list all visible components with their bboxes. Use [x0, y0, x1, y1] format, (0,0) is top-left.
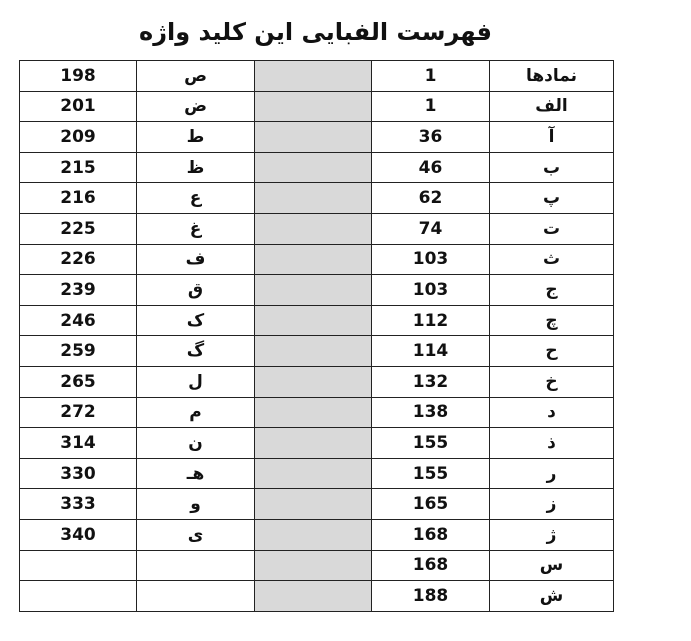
- letter-cell: ت: [490, 213, 614, 244]
- page-number-cell: 168: [372, 519, 490, 550]
- letter-cell: ژ: [490, 519, 614, 550]
- letter-cell: نمادها: [490, 61, 614, 92]
- alphabetical-index-table: [19, 60, 614, 612]
- page-number-cell: 165: [372, 489, 490, 520]
- spacer-cell: [255, 122, 372, 153]
- page-number-cell: 330: [20, 458, 137, 489]
- page-number-cell: 239: [20, 275, 137, 306]
- letter-cell: آ: [490, 122, 614, 153]
- table-row: [20, 91, 614, 122]
- spacer-cell: [255, 183, 372, 214]
- table-row: [20, 458, 614, 489]
- spacer-cell: [255, 366, 372, 397]
- table-row: [20, 366, 614, 397]
- page-number-cell: 103: [372, 244, 490, 275]
- letter-cell: [137, 581, 255, 612]
- spacer-cell: [255, 152, 372, 183]
- letter-cell: ع: [137, 183, 255, 214]
- letter-cell: ن: [137, 428, 255, 459]
- table-row: [20, 581, 614, 612]
- table-row: [20, 152, 614, 183]
- table-row: [20, 489, 614, 520]
- spacer-cell: [255, 428, 372, 459]
- page-number-cell: 155: [372, 458, 490, 489]
- spacer-cell: [255, 336, 372, 367]
- page-number-cell: 1: [372, 61, 490, 92]
- page-number-cell: 1: [372, 91, 490, 122]
- letter-cell: ط: [137, 122, 255, 153]
- spacer-cell: [255, 275, 372, 306]
- page-number-cell: 216: [20, 183, 137, 214]
- table-row: [20, 305, 614, 336]
- page-number-cell: 155: [372, 428, 490, 459]
- letter-cell: ظ: [137, 152, 255, 183]
- letter-cell: ز: [490, 489, 614, 520]
- spacer-cell: [255, 397, 372, 428]
- page-number-cell: [20, 550, 137, 581]
- page-number-cell: 138: [372, 397, 490, 428]
- page-number-cell: 74: [372, 213, 490, 244]
- letter-cell: پ: [490, 183, 614, 214]
- spacer-cell: [255, 244, 372, 275]
- spacer-cell: [255, 91, 372, 122]
- letter-cell: ج: [490, 275, 614, 306]
- letter-cell: ی: [137, 519, 255, 550]
- spacer-cell: [255, 61, 372, 92]
- spacer-cell: [255, 519, 372, 550]
- spacer-cell: [255, 581, 372, 612]
- letter-cell: ض: [137, 91, 255, 122]
- letter-cell: ل: [137, 366, 255, 397]
- page-number-cell: 265: [20, 366, 137, 397]
- letter-cell: الف: [490, 91, 614, 122]
- letter-cell: ر: [490, 458, 614, 489]
- spacer-cell: [255, 489, 372, 520]
- page-number-cell: 112: [372, 305, 490, 336]
- page-number-cell: 226: [20, 244, 137, 275]
- letter-cell: خ: [490, 366, 614, 397]
- page-number-cell: 246: [20, 305, 137, 336]
- table-row: [20, 275, 614, 306]
- page-number-cell: 201: [20, 91, 137, 122]
- table-row: [20, 397, 614, 428]
- letter-cell: د: [490, 397, 614, 428]
- page-number-cell: 314: [20, 428, 137, 459]
- letter-cell: ش: [490, 581, 614, 612]
- letter-cell: و: [137, 489, 255, 520]
- letter-cell: ث: [490, 244, 614, 275]
- table-row: [20, 61, 614, 92]
- index-table-body: [20, 61, 614, 612]
- spacer-cell: [255, 458, 372, 489]
- page-number-cell: 215: [20, 152, 137, 183]
- table-row: [20, 550, 614, 581]
- page-number-cell: 36: [372, 122, 490, 153]
- table-row: [20, 428, 614, 459]
- letter-cell: ف: [137, 244, 255, 275]
- spacer-cell: [255, 550, 372, 581]
- page-number-cell: 225: [20, 213, 137, 244]
- page-number-cell: 340: [20, 519, 137, 550]
- letter-cell: [137, 550, 255, 581]
- page-number-cell: 114: [372, 336, 490, 367]
- letter-cell: س: [490, 550, 614, 581]
- table-row: [20, 519, 614, 550]
- page-number-cell: 103: [372, 275, 490, 306]
- page-number-cell: 333: [20, 489, 137, 520]
- letter-cell: هـ: [137, 458, 255, 489]
- letter-cell: غ: [137, 213, 255, 244]
- page-number-cell: 168: [372, 550, 490, 581]
- letter-cell: ذ: [490, 428, 614, 459]
- page-number-cell: 209: [20, 122, 137, 153]
- spacer-cell: [255, 213, 372, 244]
- letter-cell: ق: [137, 275, 255, 306]
- letter-cell: م: [137, 397, 255, 428]
- table-row: [20, 213, 614, 244]
- page-number-cell: 272: [20, 397, 137, 428]
- page-number-cell: 259: [20, 336, 137, 367]
- page-number-cell: 62: [372, 183, 490, 214]
- letter-cell: ک: [137, 305, 255, 336]
- letter-cell: گ: [137, 336, 255, 367]
- spacer-cell: [255, 305, 372, 336]
- table-row: [20, 244, 614, 275]
- table-row: [20, 183, 614, 214]
- letter-cell: ص: [137, 61, 255, 92]
- page-number-cell: 198: [20, 61, 137, 92]
- page-title: فهرست الفبایی این کلید واژه: [139, 18, 492, 46]
- letter-cell: چ: [490, 305, 614, 336]
- page-number-cell: [20, 581, 137, 612]
- letter-cell: ب: [490, 152, 614, 183]
- table-row: [20, 122, 614, 153]
- page-number-cell: 188: [372, 581, 490, 612]
- letter-cell: ح: [490, 336, 614, 367]
- table-row: [20, 336, 614, 367]
- page-number-cell: 46: [372, 152, 490, 183]
- page-number-cell: 132: [372, 366, 490, 397]
